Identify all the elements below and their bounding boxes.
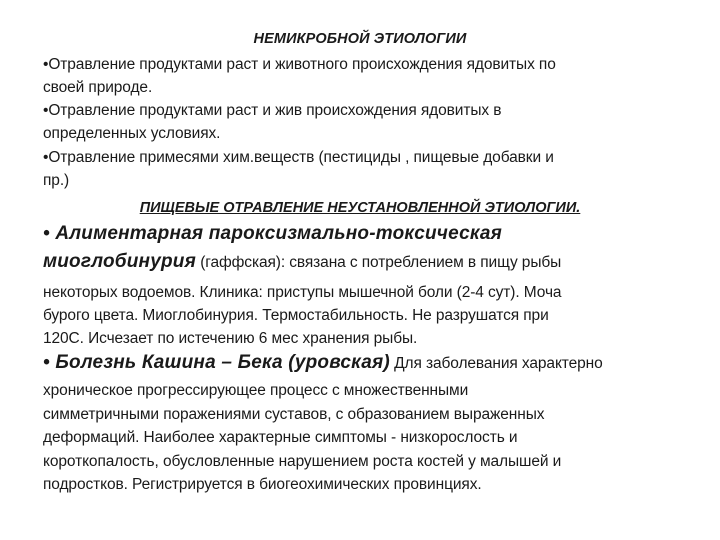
item1-title-cont: миоглобинурия [43,251,196,272]
item1-desc: (гаффская): связана с потреблением в пищу рыбы [196,254,562,271]
item2-line: симметричными поражениями суставов, с образованием выраженных [43,406,545,423]
intro-line: •Отравление примесями хим.веществ (пестициды , пищевые добавки и [43,149,554,166]
item1-title: • Алиментарная пароксизмально-токсическая [43,223,503,244]
item1-title-line2 [43,252,561,273]
item1-title-line1 [43,224,502,245]
intro-line: своей природе. [43,79,153,96]
item2-title: • Болезнь Кашина – Бека (уровская) [43,352,390,373]
heading-unknown-etiology: ПИЩЕВЫЕ ОТРАВЛЕНИЕ НЕУСТАНОВЛЕННОЙ ЭТИОЛОГИИ. [139,200,581,216]
item2-desc: Для заболевания характерно [389,355,603,372]
heading-etiology: НЕМИКРОБНОЙ ЭТИОЛОГИИ [253,31,467,47]
item1-line: некоторых водоемов. Клиника: приступы мышечной боли (2-4 сут). Моча [43,284,562,301]
item1-line: бурого цвета. Миоглобинурия. Термостабильность. Не разрушатся при [43,307,549,324]
intro-line: •Отравление продуктами раст и жив происхождения ядовитых в [43,102,502,119]
item2-line: подростков. Регистрируется в биогеохимических провинциях. [43,476,482,493]
item2-line: хроническое прогрессирующее процесс с множественными [43,382,469,399]
item2-title-line [43,353,603,374]
intro-line: определенных условиях. [43,125,221,142]
item1-line: 120С. Исчезает по истечению 6 мес хранения рыбы. [43,330,418,347]
item2-line: короткопалость, обусловленные нарушением роста костей у малышей и [43,453,562,470]
item2-line: деформаций. Наиболее характерные симптомы - низкорослость и [43,429,518,446]
intro-line: пр.) [43,172,70,189]
intro-line: •Отравление продуктами раст и животного происхождения ядовитых по [43,56,556,73]
